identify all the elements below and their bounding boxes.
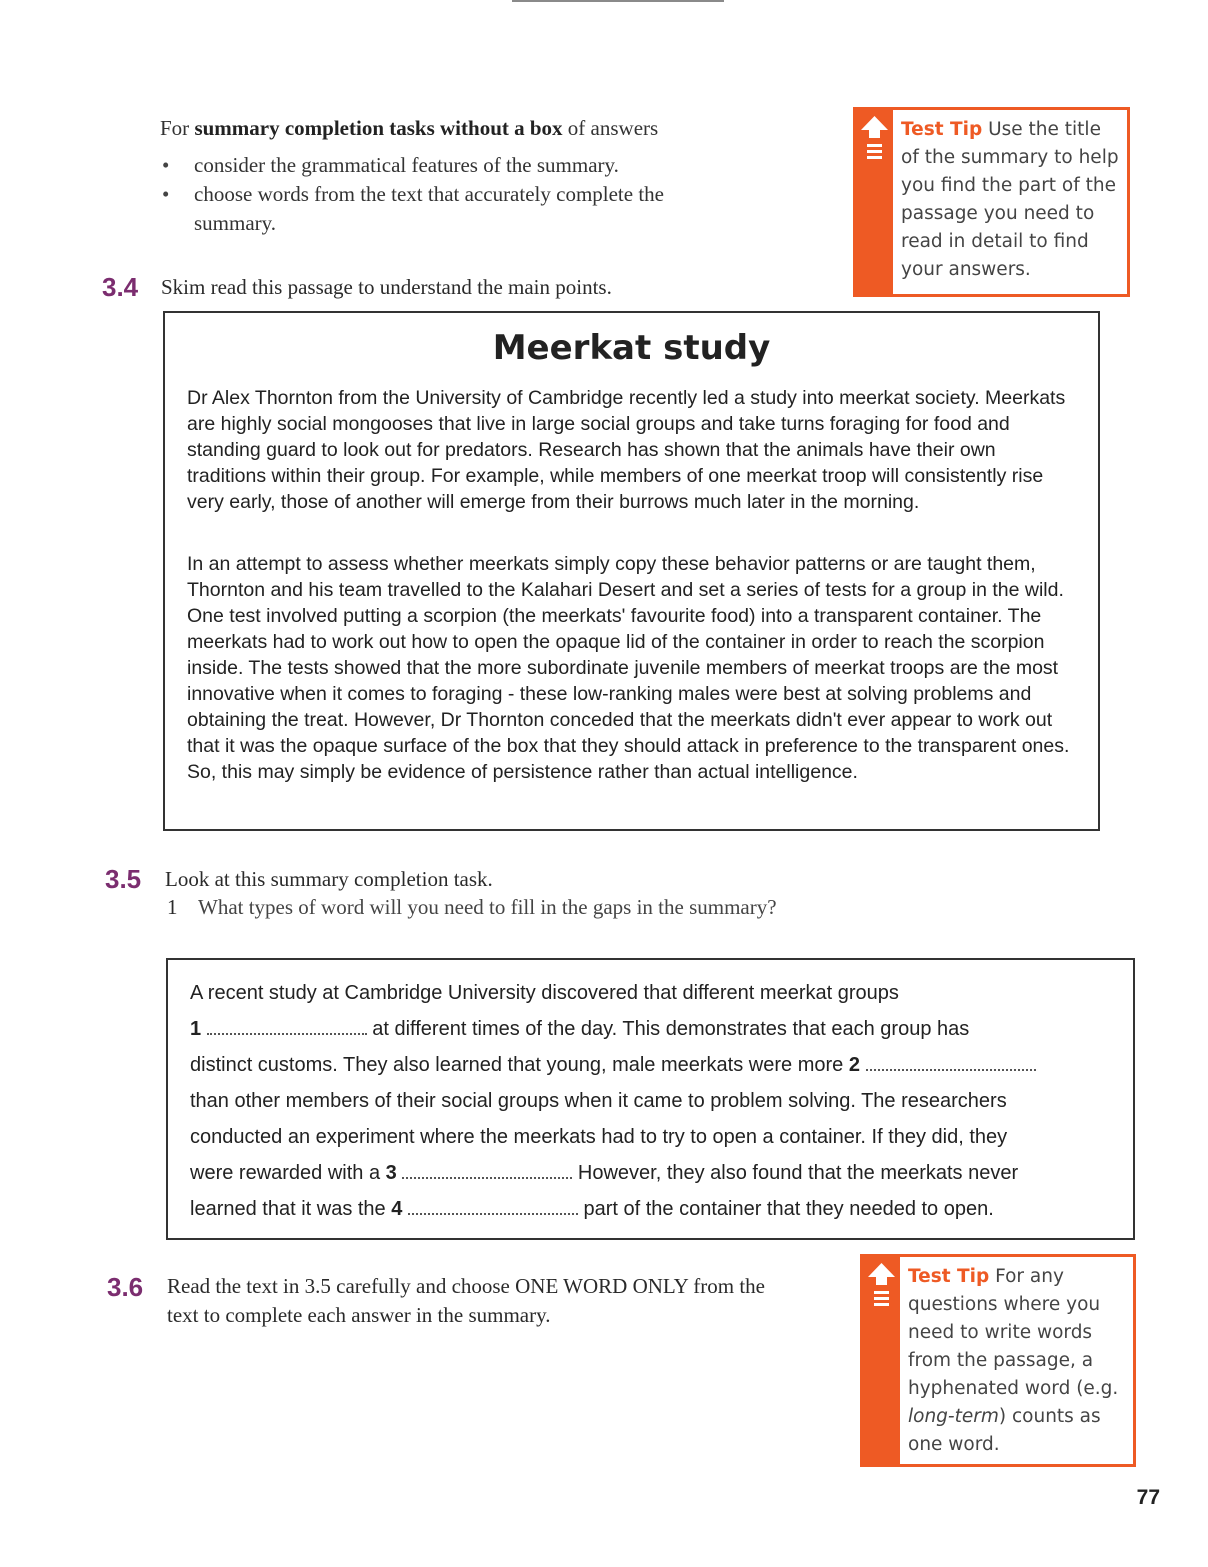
tip-label: Test Tip xyxy=(901,119,983,140)
question-number: 1 xyxy=(167,895,178,919)
tip-label: Test Tip xyxy=(908,1266,990,1287)
passage-title: Meerkat study xyxy=(492,328,771,368)
summary-line: than other members of their social groups when it came to problem solving. The researchers xyxy=(190,1090,1007,1112)
summary-task-box xyxy=(166,958,1135,1240)
answer-gap[interactable] xyxy=(866,1055,1036,1071)
summary-line: 1 at different times of the day. This demonstrates that each group has xyxy=(190,1018,970,1040)
list-item: • choose words from the text that accurately complete the summary. xyxy=(194,180,714,238)
arrow-up-icon xyxy=(861,116,888,166)
tip-text: Test Tip For any questions where you need to write words from the passage, a hyphenated word (e.g. long-term) counts as one word. xyxy=(908,1266,1119,1455)
intro-instructions xyxy=(160,114,800,238)
reading-passage xyxy=(163,311,1100,831)
arrow-up-icon xyxy=(868,1263,895,1313)
passage-paragraph: In an attempt to assess whether meerkats simply copy these behavior patterns or are taught them, Thornton and his team travelled to the Kalahari Desert and set a series of tests for a group in the wild. One test involved putting a scorpion (the meerkats' favourite food) into a transparent container. The meerkats had to work out how to open the opaque lid of the container in order to reach the scorpion inside. The tests showed that the more subordinate juvenile members of meerkat troops are the most innovative when it comes to foraging - these low-ranking males were best at solving problems and obtaining the treat. However, Dr Thornton conceded that the meerkats didn't ever appear to work out that it was the opaque surface of the box that they should attack in preference to the transparent ones. So, this may simply be evidence of persistence rather than actual intelligence. xyxy=(187,553,1070,783)
section-instruction: Read the text in 3.5 carefully and choose ONE WORD ONLY from the text to complete each answer in the summary. xyxy=(167,1274,765,1327)
gap-number: 2 xyxy=(848,1054,860,1076)
top-rule xyxy=(512,0,724,2)
section-number: 3.5 xyxy=(105,864,142,894)
test-tip-box xyxy=(853,107,1130,297)
intro-bullet-list xyxy=(160,151,800,238)
test-tip-box xyxy=(860,1254,1136,1467)
tip-sidebar xyxy=(863,1257,900,1464)
answer-gap[interactable] xyxy=(207,1019,367,1035)
answer-gap[interactable] xyxy=(402,1163,572,1179)
summary-line: distinct customs. They also learned that young, male meerkats were more 2 xyxy=(190,1054,1036,1077)
tip-sidebar xyxy=(856,110,893,294)
section-number: 3.6 xyxy=(107,1272,144,1302)
question-text: What types of word will you need to fill in the gaps in the summary? xyxy=(198,895,777,919)
section-instruction: Look at this summary completion task. xyxy=(165,867,493,891)
intro-lead-bold: summary completion tasks without a box xyxy=(194,116,563,140)
summary-line: A recent study at Cambridge University discovered that different meerkat groups xyxy=(190,982,899,1004)
intro-lead: For summary completion tasks without a box of answers xyxy=(160,116,659,140)
gap-number: 3 xyxy=(385,1162,397,1184)
list-item: • consider the grammatical features of the summary. xyxy=(194,151,800,180)
passage-paragraph: Dr Alex Thornton from the University of Cambridge recently led a study into meerkat society. Meerkats are highly social mongooses that live in large social groups and take turns foraging for food and standing guard to look out for predators. Research has shown that the animals have their own traditions within their group. For example, while members of one meerkat troop will consistently rise very early, those of another will emerge from their burrows much later in the morning. xyxy=(187,387,1066,513)
tip-text: Test Tip Use the title of the summary to help you find the part of the passage you need to read in detail to find your answers. xyxy=(901,119,1119,280)
summary-line: were rewarded with a 3 However, they also found that the meerkats never xyxy=(190,1162,1019,1184)
summary-line: learned that it was the 4 part of the container that they needed to open. xyxy=(190,1198,994,1220)
section-number: 3.4 xyxy=(102,272,139,302)
answer-gap[interactable] xyxy=(408,1199,578,1215)
section-instruction: Skim read this passage to understand the main points. xyxy=(161,275,612,299)
gap-number: 4 xyxy=(391,1198,403,1220)
summary-line: conducted an experiment where the meerkats had to try to open a container. If they did, they xyxy=(190,1126,1008,1148)
page-number: 77 xyxy=(1136,1486,1160,1509)
gap-number: 1 xyxy=(190,1018,202,1040)
